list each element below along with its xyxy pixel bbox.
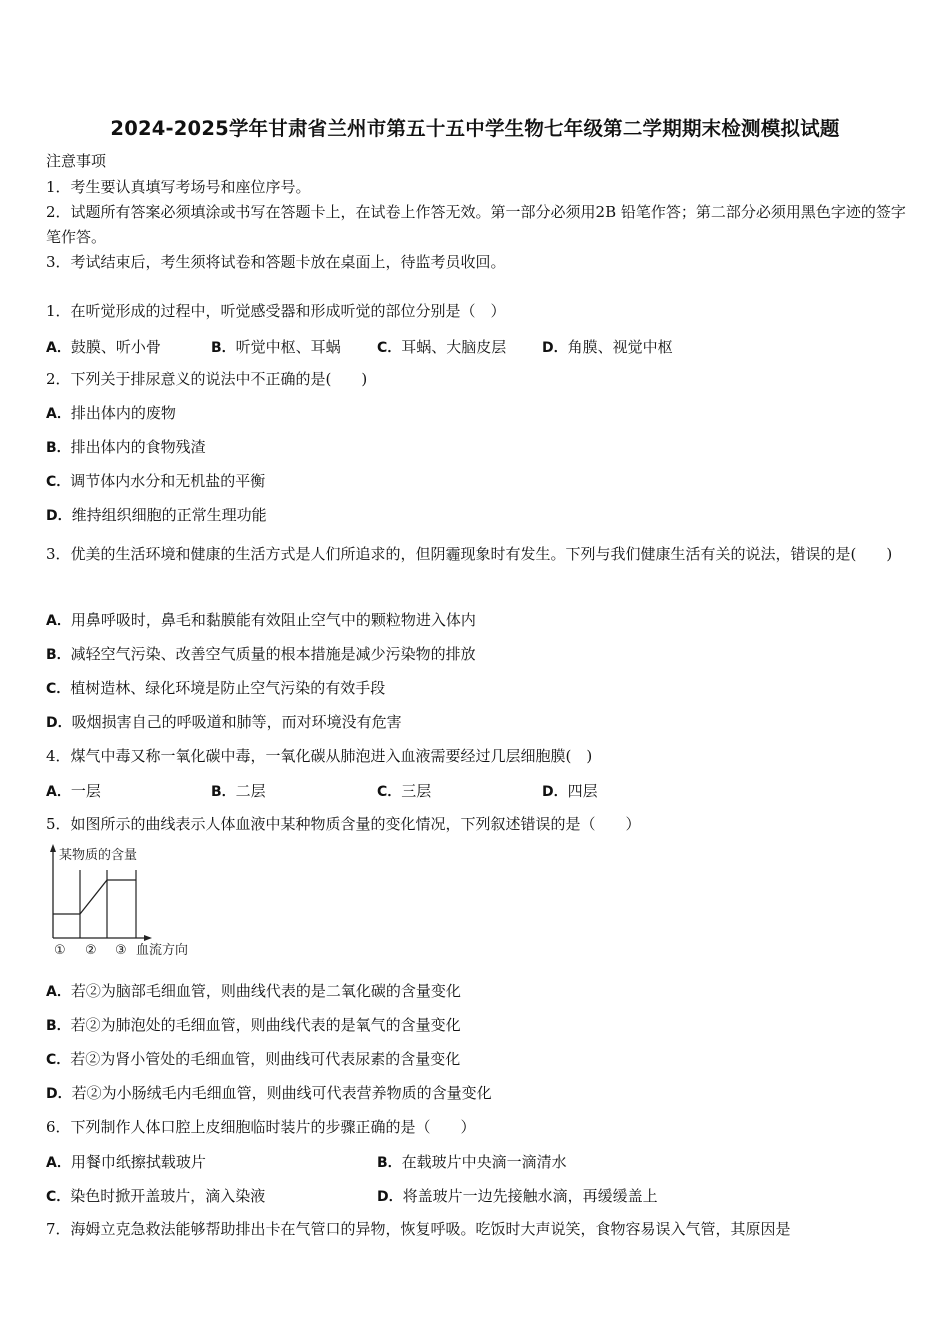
- question-6-option-a[interactable]: [46, 1151, 206, 1172]
- notice-item-1: 1．考生要认真填写考场号和座位序号。: [46, 178, 311, 196]
- option-label: B．: [46, 1018, 71, 1034]
- option-label: B．: [377, 1155, 402, 1171]
- option-text: 角膜、视觉中枢: [567, 338, 673, 356]
- question-3-option-a[interactable]: [46, 610, 476, 631]
- question-3-stem: 3．优美的生活环境和健康的生活方式是人们所追求的，但阴霾现象时有发生。下列与我们健康生活有关的说法，错误的是( ): [46, 545, 893, 563]
- question-1-option-d[interactable]: [542, 336, 673, 357]
- option-label: C．: [377, 784, 402, 800]
- x-axis-label: 血流方向: [136, 943, 189, 958]
- question-5-option-c[interactable]: [46, 1049, 460, 1070]
- question-5-option-d[interactable]: [46, 1083, 492, 1104]
- option-text: 二层: [235, 782, 266, 800]
- question-4-option-c[interactable]: [377, 780, 431, 801]
- segment-label-1: ①: [54, 943, 66, 958]
- option-text: 若②为肾小管处的毛细血管，则曲线可代表尿素的含量变化: [70, 1050, 461, 1068]
- option-label: D．: [542, 784, 568, 800]
- question-5-option-a[interactable]: [46, 981, 461, 1002]
- question-5-option-b[interactable]: [46, 1015, 461, 1036]
- question-2-option-d[interactable]: [46, 505, 267, 526]
- option-text: 用餐巾纸擦拭载玻片: [70, 1153, 206, 1171]
- segment-label-3: ③: [115, 943, 127, 958]
- question-6-option-d[interactable]: [377, 1185, 658, 1206]
- question-6-option-b[interactable]: [377, 1151, 567, 1172]
- option-text: 将盖玻片一边先接触水滴，再缓缓盖上: [402, 1187, 658, 1205]
- exam-title: 2024-2025学年甘肃省兰州市第五十五中学生物七年级第二学期期末检测模拟试题: [110, 117, 840, 140]
- option-text: 植树造林、绿化环境是防止空气污染的有效手段: [70, 679, 386, 697]
- option-label: D．: [46, 1086, 72, 1102]
- question-3-option-b[interactable]: [46, 644, 476, 665]
- question-4-option-d[interactable]: [542, 780, 598, 801]
- question-5-stem: 5．如图所示的曲线表示人体血液中某种物质含量的变化情况，下列叙述错误的是（ ）: [46, 815, 641, 833]
- option-label: D．: [46, 508, 72, 524]
- option-text: 排出体内的废物: [70, 404, 176, 422]
- question-2-option-b[interactable]: [46, 437, 206, 458]
- option-label: A．: [46, 1155, 71, 1171]
- option-text: 若②为小肠绒毛内毛细血管，则曲线可代表营养物质的含量变化: [71, 1084, 492, 1102]
- option-label: C．: [46, 681, 71, 697]
- option-text: 若②为脑部毛细血管，则曲线代表的是二氧化碳的含量变化: [70, 982, 461, 1000]
- segment-label-2: ②: [85, 943, 97, 958]
- option-text: 耳蜗、大脑皮层: [401, 338, 507, 356]
- option-label: A．: [46, 613, 71, 629]
- x-axis-arrow: [144, 935, 152, 941]
- question-2-stem: 2．下列关于排尿意义的说法中不正确的是( ): [46, 370, 368, 388]
- option-text: 排出体内的食物残渣: [70, 438, 206, 456]
- question-6-stem: 6．下列制作人体口腔上皮细胞临时装片的步骤正确的是（ ）: [46, 1118, 476, 1136]
- option-text: 维持组织细胞的正常生理功能: [71, 506, 267, 524]
- option-label: C．: [377, 340, 402, 356]
- option-label: C．: [46, 1189, 71, 1205]
- notice-heading: 注意事项: [46, 152, 107, 170]
- option-text: 三层: [401, 782, 432, 800]
- option-label: C．: [46, 1052, 71, 1068]
- notice-item-2: 2．试题所有答案必须填涂或书写在答题卡上，在试卷上作答无效。第一部分必须用2B 铅笔作答；第二部分必须用黑色字迹的签字笔作答。: [46, 203, 906, 246]
- question-1-stem: 1．在听觉形成的过程中，听觉感受器和形成听觉的部位分别是（ ）: [46, 302, 506, 320]
- option-text: 调节体内水分和无机盐的平衡: [70, 472, 266, 490]
- question-3-option-d[interactable]: [46, 712, 402, 733]
- option-label: D．: [377, 1189, 403, 1205]
- option-label: B．: [46, 647, 71, 663]
- option-label: B．: [211, 784, 236, 800]
- option-text: 一层: [70, 782, 101, 800]
- question-2-option-c[interactable]: [46, 471, 265, 492]
- option-text: 减轻空气污染、改善空气质量的根本措施是减少污染物的排放: [70, 645, 476, 663]
- option-label: A．: [46, 340, 71, 356]
- option-label: B．: [46, 440, 71, 456]
- question-3-option-c[interactable]: [46, 678, 385, 699]
- y-axis-arrow: [50, 844, 56, 852]
- question-1-option-b[interactable]: [211, 336, 341, 357]
- option-text: 听觉中枢、耳蜗: [235, 338, 341, 356]
- question-4-stem: 4．煤气中毒又称一氧化碳中毒，一氧化碳从肺泡进入血液需要经过几层细胞膜( ): [46, 747, 593, 765]
- option-text: 鼓膜、听小骨: [70, 338, 161, 356]
- option-label: D．: [46, 715, 72, 731]
- option-label: C．: [46, 474, 71, 490]
- y-axis-label: 某物质的含量: [59, 848, 138, 863]
- question-5-figure: [44, 842, 204, 964]
- question-4-option-a[interactable]: [46, 780, 101, 801]
- option-label: A．: [46, 784, 71, 800]
- option-text: 染色时掀开盖玻片，滴入染液: [70, 1187, 266, 1205]
- option-label: D．: [542, 340, 568, 356]
- option-label: A．: [46, 984, 71, 1000]
- option-text: 在载玻片中央滴一滴清水: [401, 1153, 567, 1171]
- question-7-stem: 7．海姆立克急救法能够帮助排出卡在气管口的异物，恢复呼吸。吃饭时大声说笑，食物容易误入气管，其原因是: [46, 1220, 791, 1238]
- option-label: B．: [211, 340, 236, 356]
- question-6-option-c[interactable]: [46, 1185, 265, 1206]
- content-curve: [53, 880, 136, 914]
- option-label: A．: [46, 406, 71, 422]
- option-text: 四层: [567, 782, 598, 800]
- option-text: 用鼻呼吸时，鼻毛和黏膜能有效阻止空气中的颗粒物进入体内: [70, 611, 476, 629]
- question-1-option-c[interactable]: [377, 336, 506, 357]
- notice-item-3: 3．考试结束后，考生须将试卷和答题卡放在桌面上，待监考员收回。: [46, 253, 506, 271]
- option-text: 若②为肺泡处的毛细血管，则曲线代表的是氧气的含量变化: [70, 1016, 461, 1034]
- question-1-option-a[interactable]: [46, 336, 161, 357]
- question-4-option-b[interactable]: [211, 780, 266, 801]
- option-text: 吸烟损害自己的呼吸道和肺等，而对环境没有危害: [71, 713, 402, 731]
- question-2-option-a[interactable]: [46, 403, 176, 424]
